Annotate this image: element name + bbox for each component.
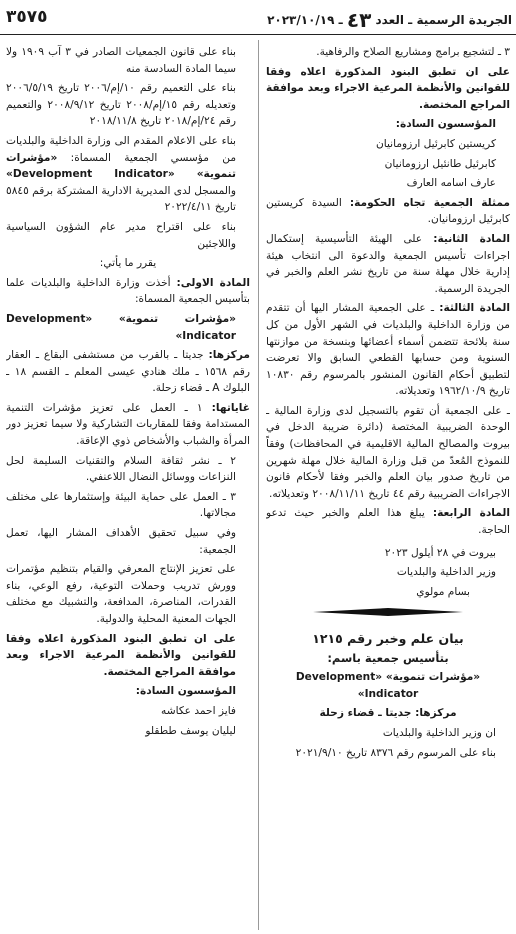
article-2-label: المادة الثانية: xyxy=(433,232,510,245)
article-4 xyxy=(266,505,510,538)
recital-law: بناء على قانون الجمعيات الصادر في ٣ آب ١٩٠٩ ولا سيما المادة السادسة منه xyxy=(6,46,237,75)
founder-name: عارف اسامه العارف xyxy=(406,177,496,190)
article-3-tax: ـ على الجمعية أن تقوم بالتسجيل لدى وزارة المالية ـ الوحدة الضريبية المختصة (دائرة ضريبة الدخل في بيروت والمصالح المالية الاقليمية في المحافظات) وفقاً للنموذج المُعدّ من قبل وزارة المالية خلال مهلة شهرين من تاريخ صدور بيان العلم والخبر وفقا لأحكام قانون الاجراءات الضريبية رقم ٤٤ تاريخ ٢٠٠٨/١١/١١ وتعديلاته. xyxy=(266,404,510,500)
article-1 xyxy=(6,275,250,308)
article-1-label: المادة الاولى: xyxy=(176,276,250,289)
founders-heading: المؤسسون السادة: xyxy=(395,118,496,131)
issue-number: ٤٣ xyxy=(346,8,372,32)
association-name: «مؤشرات تنموية» «Development Indicator» xyxy=(295,671,481,700)
founder-name: ليليان يوسف ططقلو xyxy=(145,724,236,737)
goals-body: على تعزيز الإنتاج المعرفي والقيام بتنظيم مؤتمرات وورش تدريب وحملات التوعية، رفع الوعي، بناء القدرات، المناصرة، المدافعة، والتشبيك مع مختلف الجهات المعنية المحلية والدولية. xyxy=(6,563,236,625)
recital-proposal: بناء على اقتراح مدير عام الشؤون السياسية واللاجئين xyxy=(6,220,236,250)
signature-role: وزير الداخلية والبلديات xyxy=(396,566,496,579)
headquarters-label: مركزها: xyxy=(208,349,250,362)
notice-subtitle: بتأسيس جمعية باسم: xyxy=(327,650,449,665)
representative-name: السيدة كريستين كابرئيل ارزومانيان. xyxy=(266,196,510,226)
right-column xyxy=(266,44,510,924)
closing-clause: على ان تطبق البنود المذكورة اعلاه وفقا للقوانين والأنظمة المرعية الاجراء وبعد موافقة المراجع المختصة. xyxy=(266,65,510,111)
signature-date: بيروت في ٢٨ أيلول ٢٠٢٣ xyxy=(384,546,496,559)
signature-name: بسام مولوي xyxy=(416,585,470,598)
article-4-label: المادة الرابعة: xyxy=(432,507,510,520)
decree-reference: بناء على المرسوم رقم ٨٣٧٦ تاريخ ٢٠٢١/٩/١٠ xyxy=(295,746,496,759)
goal-1 xyxy=(6,400,250,450)
association-name: «مؤشرات تنموية» «Development Indicator» xyxy=(6,312,236,342)
recital-circulars: بناء على التعميم رقم ١٠/إم/٢٠٠٦ تاريخ ٢٠٠٦/٥/١٩ وتعديله رقم ١٥/إم/٢٠٠٨ تاريخ ٢٠٠٨/٩/١٢ والتعميم رقم ٢٤/إم/٢٠١٨ تاريخ ٢٠١٨/١١/٨ xyxy=(6,82,236,128)
headquarters xyxy=(6,347,250,397)
page-number: ٣٥٧٥ xyxy=(6,7,48,27)
article-3-text: ـ على الجمعية المشار اليها أن تتقدم من وزارة الداخلية والبلديات في الشهر الأول من كل سنة بلائحة تتضمن أسماء أعضائها وبنسخة من موازنتها السنوية ومن حسابها القطعي السابق والا تعرضت لتطبيق أحكام القانون المنشور بالمرسوم رقم ١٠٨٣٠ تاريخ ١٩٦٢/١٠/٩ وتعديلاته. xyxy=(266,302,510,398)
page-header xyxy=(0,0,516,35)
goal-2: ٢ ـ نشر ثقافة السلام والتقنيات السليمة لحل النزاعات ووسائل النضال اللاعنفي. xyxy=(6,454,236,484)
representative xyxy=(266,195,510,228)
article-2-text: على الهيئة التأسيسية إستكمال اجراءات تأسيس الجمعية والدعوة الى انتخاب هيئة إدارية خلال مهلة سنة من تاريخ نشر العلم والخبر في الجريدة الرسمية. xyxy=(266,232,510,295)
issue-date: ـ ٢٠٢٣/١٠/١٩ xyxy=(267,13,343,27)
article-4-text: يبلغ هذا العلم والخبر حيث تدعو الحاجة. xyxy=(266,507,510,537)
recital-notification xyxy=(6,133,250,216)
section-divider-ornament xyxy=(266,606,510,623)
goal-1-text: ١ ـ العمل على تعزيز مؤشرات التنمية المستدامة وفقا للمقاربات التشاركية ولا سيما تعزيز دور المرأة والشباب والأشخاص ذوي الإعاقة. xyxy=(6,401,250,448)
founder-name: كريستين كابرئيل ارزومانيان xyxy=(375,137,496,150)
association-name: «مؤشرات تنموية» «Development Indicator» xyxy=(6,151,236,181)
goal-3: ٣ ـ العمل على حماية البيئة وإستثمارها على مختلف مجالاتها. xyxy=(6,490,236,520)
headquarters-text: جديتا ـ بالقرب من مستشفى البقاع ـ العقار رقم ١٥٦٨ ـ ملك هنادي عيسى المعلم ـ القسم ١٨ ـ البلوك A ـ قضاء زحلة. xyxy=(6,349,250,395)
left-column xyxy=(6,44,250,924)
clause-3: ٣ ـ لتشجيع برامج ومشاريع الصلاح والرفاهية. xyxy=(316,46,510,58)
representative-label: ممثلة الجمعية تجاه الحكومة: xyxy=(349,196,510,209)
closing-clause: على ان تطبق البنود المذكورة اعلاه وفقا للقوانين والأنظمة المرعية الاجراء وبعد موافقة المراجع المختصة. xyxy=(6,632,236,678)
recital-registration: والمسجل لدى المديرية الادارية المشتركة برقم ٥٨٤٥ تاريخ ٢٠٢٢/٤/١١ xyxy=(6,184,236,214)
article-3 xyxy=(266,300,510,400)
gazette-name: الجريدة الرسمية ـ العدد xyxy=(375,13,512,27)
association-hq: مركزها: جديتا ـ قضاء زحلة xyxy=(319,707,457,720)
goals-label: غاياتها: xyxy=(211,401,250,414)
founders-heading: المؤسسون السادة: xyxy=(135,685,236,698)
article-3-label: المادة الثالثة: xyxy=(439,302,510,315)
minister-intro: ان وزير الداخلية والبلديات xyxy=(382,726,496,739)
founder-name: كابرئيل طانئيل ارزومانيان xyxy=(384,157,496,170)
goals-intro: وفي سبيل تحقيق الأهداف المشار اليها، تعمل الجمعية: xyxy=(6,527,236,556)
recital-notification-text: بناء على الاعلام المقدم الى وزارة الداخلية والبلديات من مؤسسي الجمعية المسماة: xyxy=(6,134,237,164)
article-2 xyxy=(266,231,510,297)
decides-heading: يقرر ما يأتي: xyxy=(99,257,157,270)
gazette-title xyxy=(267,8,512,32)
notice-title: بيان علم وخبر رقم ١٢١٥ xyxy=(312,631,464,646)
column-divider xyxy=(258,40,259,930)
founder-name: فايز احمد عكاشه xyxy=(161,704,236,717)
article-1-text: أخذت وزارة الداخلية والبلديات علما بتأسيس الجمعية المسماة: xyxy=(6,276,250,306)
